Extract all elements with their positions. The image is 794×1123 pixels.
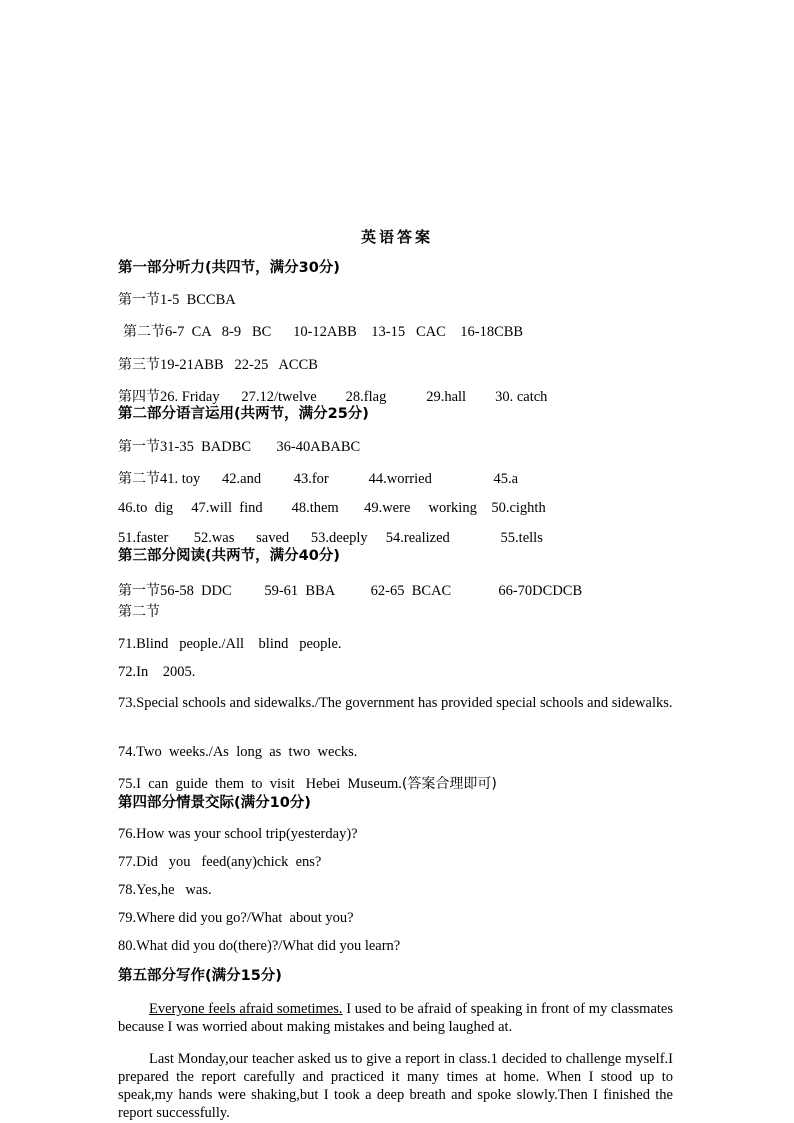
essay-paragraph-1 — [118, 1000, 673, 1036]
part1-section1-line — [118, 291, 236, 309]
part1-section3-line — [118, 356, 318, 374]
section-answers: 26. Friday 27.12/twelve 28.flag 29.hall 30. catch — [160, 389, 548, 405]
essay-topic-sentence: Everyone feels afraid sometimes. — [149, 1001, 343, 1017]
section-label: 第一节 — [118, 439, 160, 455]
answer-79: 79.Where did you go?/What about you? — [118, 910, 354, 926]
section-answers: 56-58 DDC 59-61 BBA 62-65 BCAC 66-70DCDCB — [160, 583, 583, 599]
section-label: 第一节 — [118, 292, 160, 308]
section-label: 第二节 — [123, 324, 165, 340]
section-label: 第一节 — [118, 583, 160, 599]
answer-73: 73.Special schools and sidewalks./The government has provided special schools and sidewalks. — [118, 695, 673, 711]
part4-heading: 第四部分情景交际(满分10分) — [118, 795, 311, 811]
answer-75: 75.I can guide them to visit Hebei Museum. — [118, 776, 402, 792]
section-label: 第四节 — [118, 389, 160, 405]
part5-heading: 第五部分写作(满分15分) — [118, 968, 282, 984]
page-title: 英语答案 — [360, 228, 433, 246]
section-answers: 31-35 BADBC 36-40ABABC — [160, 439, 361, 455]
answer-77: 77.Did you feed(any)chick ens? — [118, 854, 322, 870]
section-label: 第二节 — [118, 471, 160, 487]
section-answers: 41. toy 42.and 43.for 44.worried 45.a — [160, 471, 519, 487]
part2-row3: 51.faster 52.was saved 53.deeply 54.realized 55.tells — [118, 530, 543, 546]
answer-72: 72.In 2005. — [118, 664, 196, 680]
part2-row2: 46.to dig 47.will find 48.them 49.were working 50.cighth — [118, 500, 546, 516]
part2-section2-line — [118, 470, 518, 488]
answer-76: 76.How was your school trip(yesterday)? — [118, 826, 358, 842]
answer-75-note: (答案合理即可) — [401, 776, 497, 792]
essay-paragraph-1-text: I used to be afraid of speaking in front of my classmates because I was worried about making mistakes and being laughed at. — [118, 1001, 673, 1035]
part1-heading: 第一部分听力(共四节，满分30分) — [118, 260, 340, 276]
answer-75-line — [118, 775, 497, 793]
part3-heading: 第三部分阅读(共两节，满分40分) — [118, 548, 340, 564]
part3-section1-line — [118, 582, 582, 600]
answer-78: 78.Yes,he was. — [118, 882, 212, 898]
section-answers: 1-5 BCCBA — [160, 292, 236, 308]
part2-section1-line — [118, 438, 360, 456]
section-label: 第三节 — [118, 357, 160, 373]
answer-71: 71.Blind people./All blind people. — [118, 636, 342, 652]
part3-section2-label: 第二节 — [118, 604, 160, 620]
answer-74: 74.Two weeks./As long as two wecks. — [118, 744, 358, 760]
answer-80: 80.What did you do(there)?/What did you learn? — [118, 938, 401, 954]
part2-heading: 第二部分语言运用(共两节，满分25分) — [118, 406, 369, 422]
essay-paragraph-2: Last Monday,our teacher asked us to give a report in class.1 decided to challenge myself.I prepared the report carefully and practiced it many times at home. When I stood up to speak,my hands were shaking,but I took a deep breath and spoke slowly.Then I finished the report successfully. — [118, 1051, 673, 1121]
part1-section4-line — [118, 388, 547, 406]
section-answers: 6-7 CA 8-9 BC 10-12ABB 13-15 CAC 16-18CBB — [165, 324, 524, 340]
part1-section2-line — [123, 323, 523, 341]
section-answers: 19-21ABB 22-25 ACCB — [160, 357, 318, 373]
